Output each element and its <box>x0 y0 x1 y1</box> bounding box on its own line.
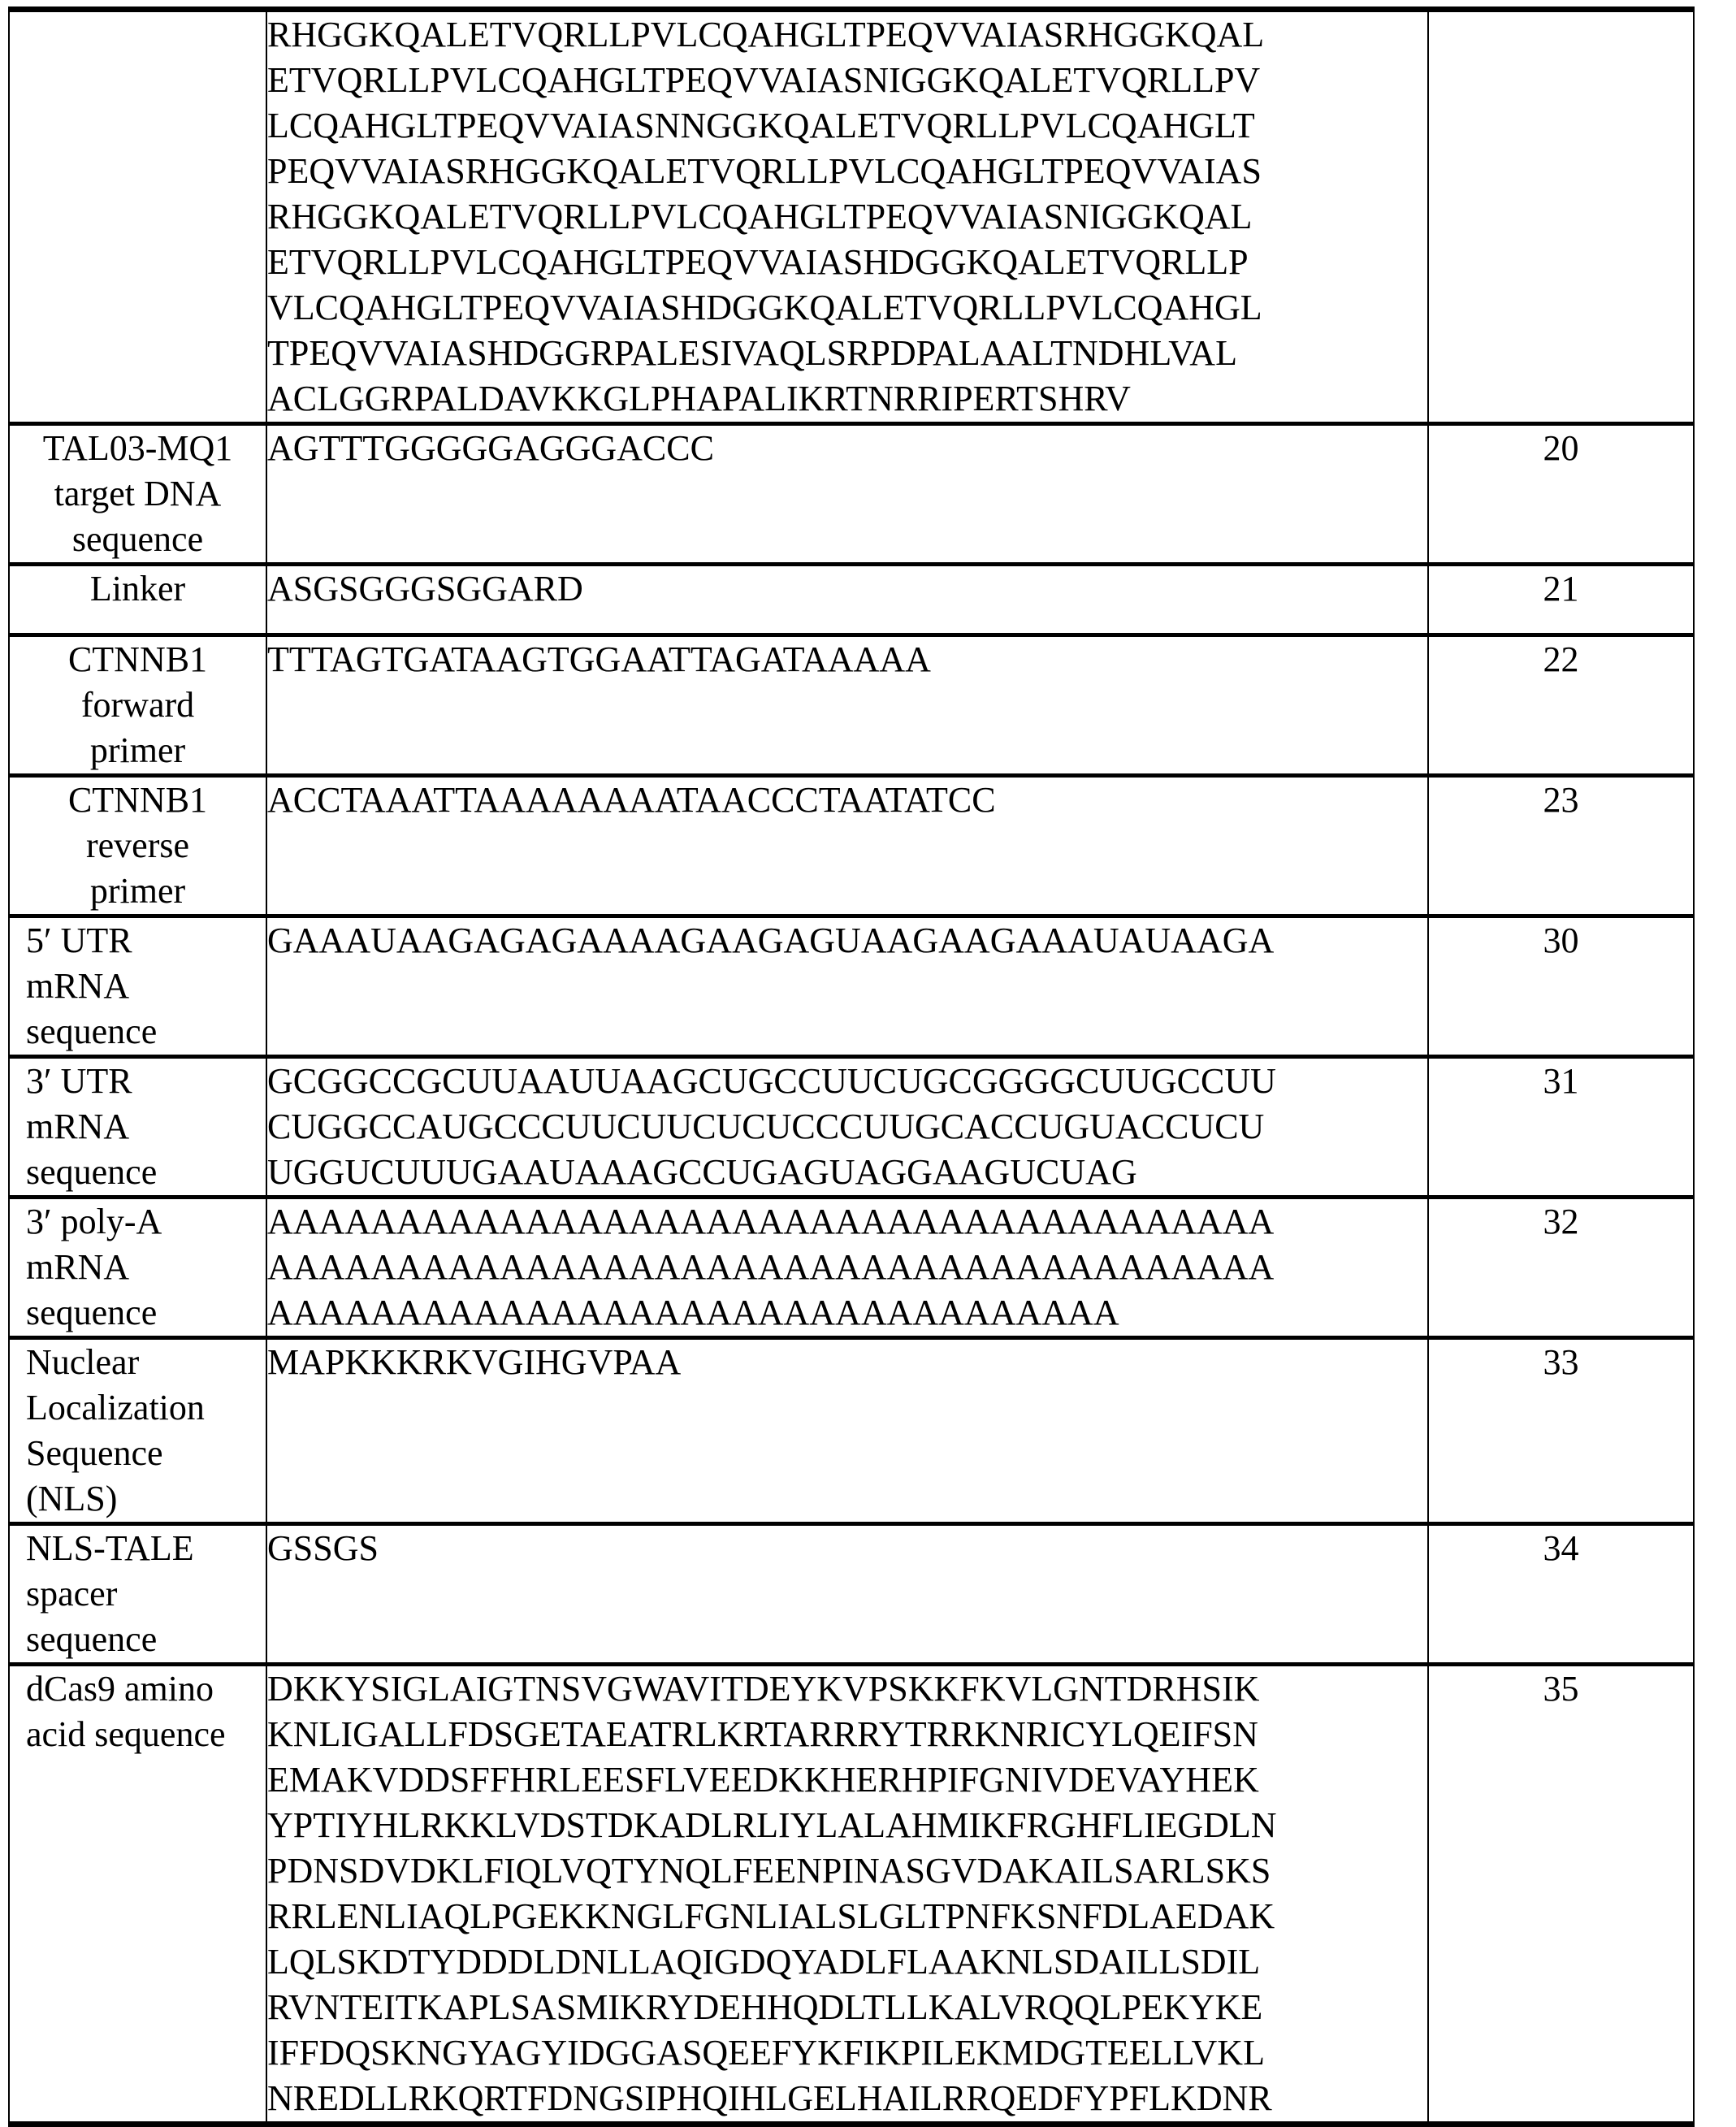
seq-id-cell: 30 <box>1428 916 1694 1057</box>
sequence-name-line: spacer <box>26 1574 118 1614</box>
sequence-name-line: (NLS) <box>26 1479 118 1518</box>
sequence-name-cell <box>9 916 266 1057</box>
sequence-cell <box>266 776 1428 916</box>
sequence-line: CUGGCCAUGCCCUUCUUCUCUCCCUUGCACCUGUACCUCU <box>267 1107 1265 1146</box>
sequence-line: RHGGKQALETVQRLLPVLCQAHGLTPEQVVAIASRHGGKQAL <box>267 15 1265 54</box>
sequence-name-cell <box>9 1665 266 2125</box>
sequence-name-line: sequence <box>71 519 204 559</box>
sequence-cell <box>266 635 1428 776</box>
sequence-line: ETVQRLLPVLCQAHGLTPEQVVAIASHDGGKQALETVQRLLP <box>267 242 1249 282</box>
sequence-line: ASGSGGGSGGARD <box>267 569 583 609</box>
sequence-cell <box>266 10 1428 424</box>
sequence-name-line: sequence <box>26 1012 158 1051</box>
table-row <box>9 776 1694 916</box>
sequence-name-cell <box>9 1198 266 1338</box>
sequence-line: MAPKKKRKVGIHGVPAA <box>267 1342 682 1382</box>
seq-id-cell: 21 <box>1428 565 1694 635</box>
sequence-line: NREDLLRKQRTFDNGSIPHQIHLGELHAILRRQEDFYPFLKDNR <box>267 2078 1272 2118</box>
sequence-name-line: NLS-TALE <box>26 1528 194 1568</box>
sequence-name-cell <box>9 1524 266 1665</box>
sequence-line: LCQAHGLTPEQVVAIASNNGGKQALETVQRLLPVLCQAHGLT <box>267 106 1255 145</box>
sequence-name-line: CTNNB1 <box>67 780 208 820</box>
sequence-name-line: target DNA <box>54 474 222 513</box>
sequence-name-line: 3′ UTR <box>26 1061 132 1101</box>
sequence-line: PEQVVAIASRHGGKQALETVQRLLPVLCQAHGLTPEQVVAIAS <box>267 151 1262 191</box>
sequence-name-line: mRNA <box>26 1107 130 1146</box>
sequence-name-cell <box>9 776 266 916</box>
seq-id-cell: 35 <box>1428 1665 1694 2125</box>
seq-id-cell <box>1428 10 1694 424</box>
seq-id-cell: 32 <box>1428 1198 1694 1338</box>
sequence-cell <box>266 916 1428 1057</box>
sequence-name-line: Localization <box>26 1388 205 1427</box>
seq-id-cell: 20 <box>1428 424 1694 565</box>
table-row <box>9 1057 1694 1198</box>
sequence-name-line: reverse <box>85 825 189 865</box>
sequence-table <box>8 6 1695 2127</box>
sequence-name-cell <box>9 1338 266 1524</box>
seq-id-cell: 34 <box>1428 1524 1694 1665</box>
table-row <box>9 1665 1694 2125</box>
sequence-line: RHGGKQALETVQRLLPVLCQAHGLTPEQVVAIASNIGGKQAL <box>267 197 1253 236</box>
sequence-cell <box>266 1338 1428 1524</box>
sequence-name-line: Sequence <box>26 1433 163 1473</box>
table-row <box>9 916 1694 1057</box>
sequence-line: EMAKVDDSFFHRLEESFLVEEDKKHERHPIFGNIVDEVAYHEK <box>267 1760 1259 1800</box>
seq-id-cell: 33 <box>1428 1338 1694 1524</box>
seq-id-cell: 31 <box>1428 1057 1694 1198</box>
sequence-name-cell <box>9 424 266 565</box>
table-row <box>9 424 1694 565</box>
sequence-cell <box>266 1524 1428 1665</box>
sequence-name-line: sequence <box>26 1619 158 1659</box>
sequence-line: KNLIGALLFDSGETAEATRLKRTARRRYTRRKNRICYLQEIFSN <box>267 1714 1258 1754</box>
sequence-name-line: forward <box>80 685 195 725</box>
sequence-cell <box>266 1057 1428 1198</box>
sequence-line: AGTTTGGGGGAGGGACCC <box>267 428 714 468</box>
sequence-name-line: Nuclear <box>26 1342 140 1382</box>
sequence-name-line: mRNA <box>26 966 130 1006</box>
sequence-name-line: CTNNB1 <box>67 639 208 679</box>
table-row <box>9 1524 1694 1665</box>
sequence-line: TTTAGTGATAAGTGGAATTAGATAAAAA <box>267 639 931 679</box>
sequence-line: LQLSKDTYDDDLDNLLAQIGDQYADLFLAAKNLSDAILLSDIL <box>267 1942 1261 1982</box>
table-row <box>9 1198 1694 1338</box>
sequence-line: IFFDQSKNGYAGYIDGGASQEEFYKFIKPILEKMDGTEELLVKL <box>267 2033 1265 2073</box>
sequence-line: YPTIYHLRKKLVDSTDKADLRLIYLALAHMIKFRGHFLIEGDLN <box>267 1805 1277 1845</box>
table-row <box>9 635 1694 776</box>
sequence-line: ACLGGRPALDAVKKGLPHAPALIKRTNRRIPERTSHRV <box>267 379 1131 418</box>
sequence-name-line: 3′ poly-A <box>26 1202 162 1241</box>
sequence-name-line: Linker <box>89 569 186 609</box>
sequence-line: ETVQRLLPVLCQAHGLTPEQVVAIASNIGGKQALETVQRLLPV <box>267 60 1261 100</box>
table-row <box>9 10 1694 424</box>
sequence-line: GAAAUAAGAGAGAAAAGAAGAGUAAGAAGAAAUAUAAGA <box>267 921 1275 960</box>
sequence-line: RVNTEITKAPLSASMIKRYDEHHQDLTLLKALVRQQLPEKYKE <box>267 1987 1263 2027</box>
sequence-line: GSSGS <box>267 1528 379 1568</box>
sequence-line: AAAAAAAAAAAAAAAAAAAAAAAAAAAAAAAAAAAAAAA <box>267 1202 1275 1241</box>
seq-id-cell: 22 <box>1428 635 1694 776</box>
sequence-name-cell <box>9 10 266 424</box>
sequence-line: AAAAAAAAAAAAAAAAAAAAAAAAAAAAAAAAA <box>267 1293 1119 1332</box>
sequence-line: GCGGCCGCUUAAUUAAGCUGCCUUCUGCGGGGCUUGCCUU <box>267 1061 1276 1101</box>
sequence-line: RRLENLIAQLPGEKKNGLFGNLIALSLGLTPNFKSNFDLAEDAK <box>267 1896 1275 1936</box>
sequence-name-line: acid sequence <box>26 1714 226 1754</box>
table-row <box>9 1338 1694 1524</box>
sequence-cell <box>266 424 1428 565</box>
sequence-line: ACCTAAATTAAAAAAAATAACCCTAATATCC <box>267 780 996 820</box>
sequence-name-line: sequence <box>26 1293 158 1332</box>
table-row <box>9 565 1694 635</box>
sequence-line: AAAAAAAAAAAAAAAAAAAAAAAAAAAAAAAAAAAAAAA <box>267 1247 1275 1287</box>
sequence-name-cell <box>9 635 266 776</box>
sequence-name-line: 5′ UTR <box>26 921 132 960</box>
sequence-cell <box>266 565 1428 635</box>
sequence-name-line: dCas9 amino <box>26 1669 214 1709</box>
sequence-name-line: primer <box>89 871 186 911</box>
sequence-name-cell <box>9 565 266 635</box>
sequence-name-cell <box>9 1057 266 1198</box>
sequence-line: UGGUCUUUGAAUAAAGCCUGAGUAGGAAGUCUAG <box>267 1152 1137 1192</box>
sequence-line: TPEQVVAIASHDGGRPALESIVAQLSRPDPALAALTNDHLVAL <box>267 333 1237 373</box>
sequence-name-line: sequence <box>26 1152 158 1192</box>
sequence-cell <box>266 1665 1428 2125</box>
sequence-name-line: primer <box>89 730 186 770</box>
sequence-name-line: TAL03-MQ1 <box>42 428 233 468</box>
sequence-line: DKKYSIGLAIGTNSVGWAVITDEYKVPSKKFKVLGNTDRHSIK <box>267 1669 1260 1709</box>
sequence-name-line: mRNA <box>26 1247 130 1287</box>
seq-id-cell: 23 <box>1428 776 1694 916</box>
sequence-line: PDNSDVDKLFIQLVQTYNQLFEENPINASGVDAKAILSARLSKS <box>267 1851 1271 1891</box>
sequence-cell <box>266 1198 1428 1338</box>
sequence-line: VLCQAHGLTPEQVVAIASHDGGKQALETVQRLLPVLCQAHGL <box>267 288 1262 327</box>
